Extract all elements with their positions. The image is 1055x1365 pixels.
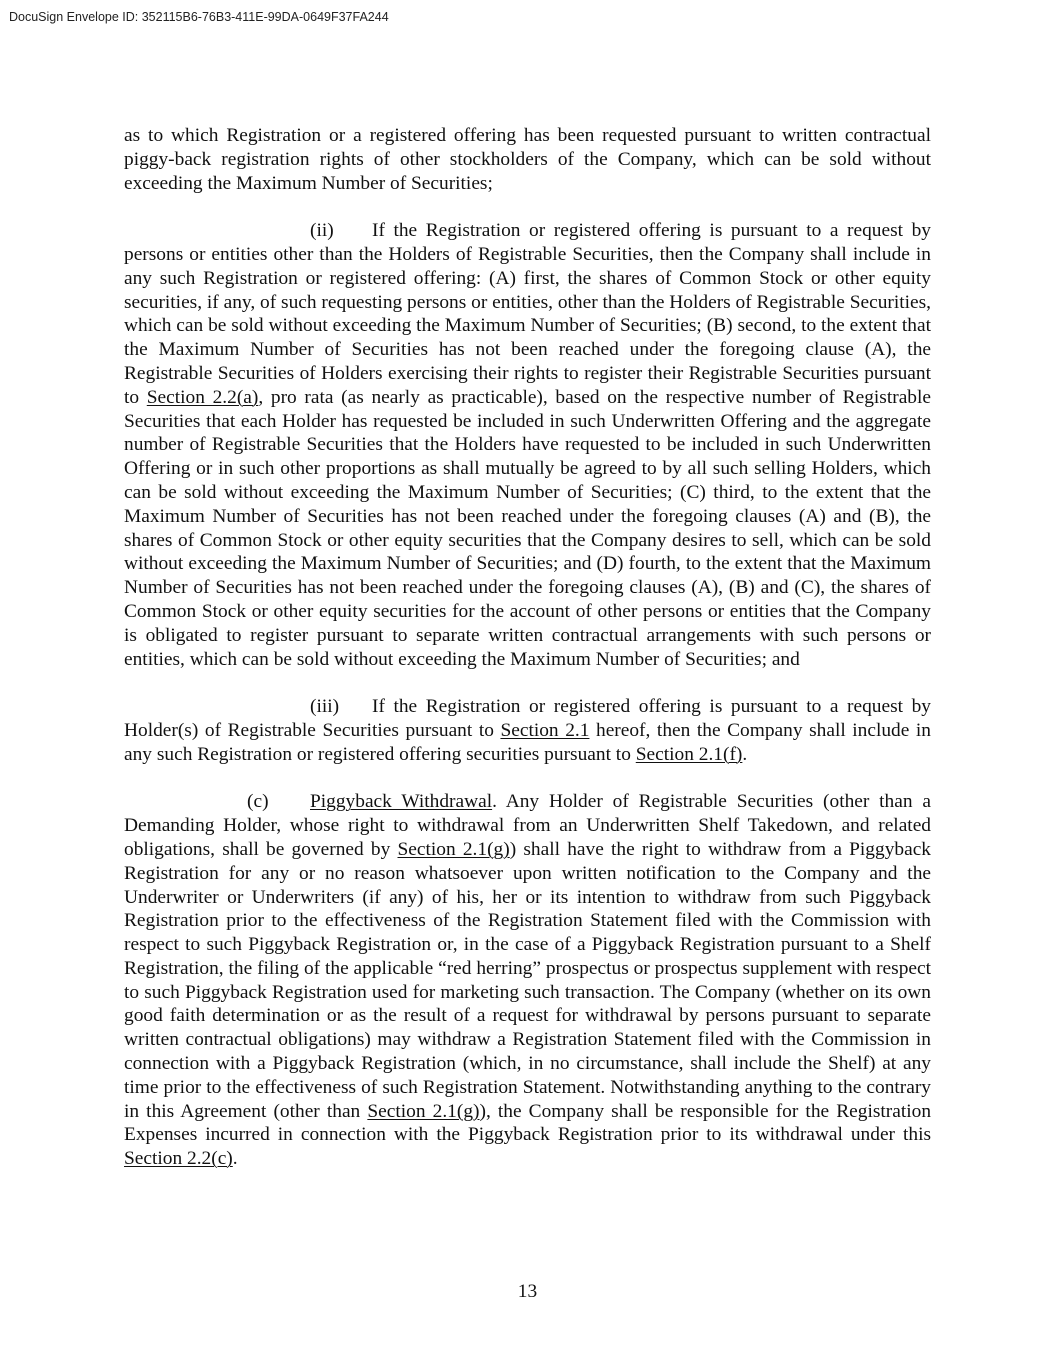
section-2-2-a-reference: Section 2.2(a): [146, 386, 259, 408]
docusign-envelope-id: DocuSign Envelope ID: 352115B6-76B3-411E-99DA-0649F37FA244: [9, 10, 389, 24]
clause-c-marker: (c): [247, 791, 269, 813]
clause-ii-marker: (ii): [310, 220, 334, 242]
clause-iii-text-2: hereof, then the Company shall include in any such Registration or registered offering securities pursuant to: [124, 719, 931, 765]
clause-c-text-3: ), the Company shall be responsible for the Registration Expenses incurred in connection with the Piggyback Registration prior to its withdrawal under this: [124, 1100, 932, 1146]
clause-ii-text-1: If the Registration or registered offering is pursuant to a request by persons or entities other than the Holders of Registrable Securities, then the Company shall include in any such Registration or registered offering: (A) first, the shares of Common Stock or other equity securities, if any, of such requesting persons or entities, other than the Holders of Registrable Securities, which can be sold without exceeding the Maximum Number of Securities; (B) second, to the extent that the Maximum Number of Securities has not been reached under the foregoing clause (A), the Registrable Securities of Holders exercising their rights to register their Registrable Securities pursuant to: [124, 220, 932, 408]
piggyback-withdrawal-heading: Piggyback Withdrawal: [310, 791, 493, 813]
clause-c-paragraph: [124, 790, 931, 1171]
section-2-1-g-reference-second: Section 2.1(g): [367, 1100, 480, 1122]
clause-ii-paragraph: [124, 219, 931, 671]
clause-c-text-4: .: [232, 1148, 238, 1170]
section-2-2-c-reference: Section 2.2(c): [124, 1148, 233, 1170]
clause-iii-text-1: If the Registration or registered offering is pursuant to a request by Holder(s) of Registrable Securities pursuant to: [124, 696, 931, 741]
section-2-1-reference: Section 2.1: [500, 719, 590, 741]
clause-ii-text-2: , pro rata (as nearly as practicable), based on the respective number of Registrable Securities that each Holder has requested be included in such Underwritten Offering and the aggregate number of Registrable Securities that the Holders have requested to be included in such Underwritten Offering or in such other proportions as shall mutually be agreed to by all such selling Holders, which can be sold without exceeding the Maximum Number of Securities; (C) third, to the extent that the Maximum Number of Securities has not been reached under the foregoing clauses (A) and (B), the shares of Common Stock or other equity securities that the Company desires to sell, which can be sold without exceeding the Maximum Number of Securities; and (D) fourth, to the extent that the Maximum Number of Securities has not been reached under the foregoing clauses (A), (B) and (C), the shares of Common Stock or other equity securities for the account of other persons or entities that the Company is obligated to register pursuant to separate written contractual arrangements with such persons or entities, which can be sold without exceeding the Maximum Number of Securities; and: [124, 386, 931, 670]
continuation-paragraph: as to which Registration or a registered offering has been requested pursuant to written contractual piggy-back registration rights of other stockholders of the Company, which can be sold without exceeding the Maximum Number of Securities;: [124, 125, 931, 194]
clause-iii-text-3: .: [742, 743, 748, 765]
document-body: [124, 124, 931, 1171]
clause-c-text-2: ) shall have the right to withdraw from a Piggyback Registration for any or no reason whatsoever upon written notification to the Company and the Underwriter or Underwriters (if any) of his, her or its intention to withdraw from such Piggyback Registration prior to the effectiveness of the Registration Statement filed with the Commission with respect to such Piggyback Registration or, in the case of a Piggyback Registration pursuant to a Shelf Registration, the filing of the applicable “red herring” prospectus or prospectus supplement with respect to such Piggyback Registration used for marketing such transaction. The Company (whether on its own good faith determination or as the result of a request for withdrawal by persons pursuant to separate written contractual obligations) may withdraw a Registration Statement filed with the Commission in connection with a Piggyback Registration (which, in no circumstance, shall include the Shelf) at any time prior to the effectiveness of such Registration Statement. Notwithstanding anything to the contrary in this Agreement (other than: [124, 838, 931, 1122]
clause-iii-marker: (iii): [310, 696, 340, 718]
clause-iii-paragraph: [124, 695, 931, 766]
clause-c-text-1: . Any Holder of Registrable Securities (other than a Demanding Holder, whose right to withdrawal from an Underwritten Shelf Takedown, and related obligations, shall be governed by: [124, 791, 931, 860]
section-2-1-g-reference: Section 2.1(g): [397, 838, 510, 860]
section-2-1-f-reference: Section 2.1(f): [635, 743, 743, 765]
page-number: 13: [517, 1281, 538, 1302]
